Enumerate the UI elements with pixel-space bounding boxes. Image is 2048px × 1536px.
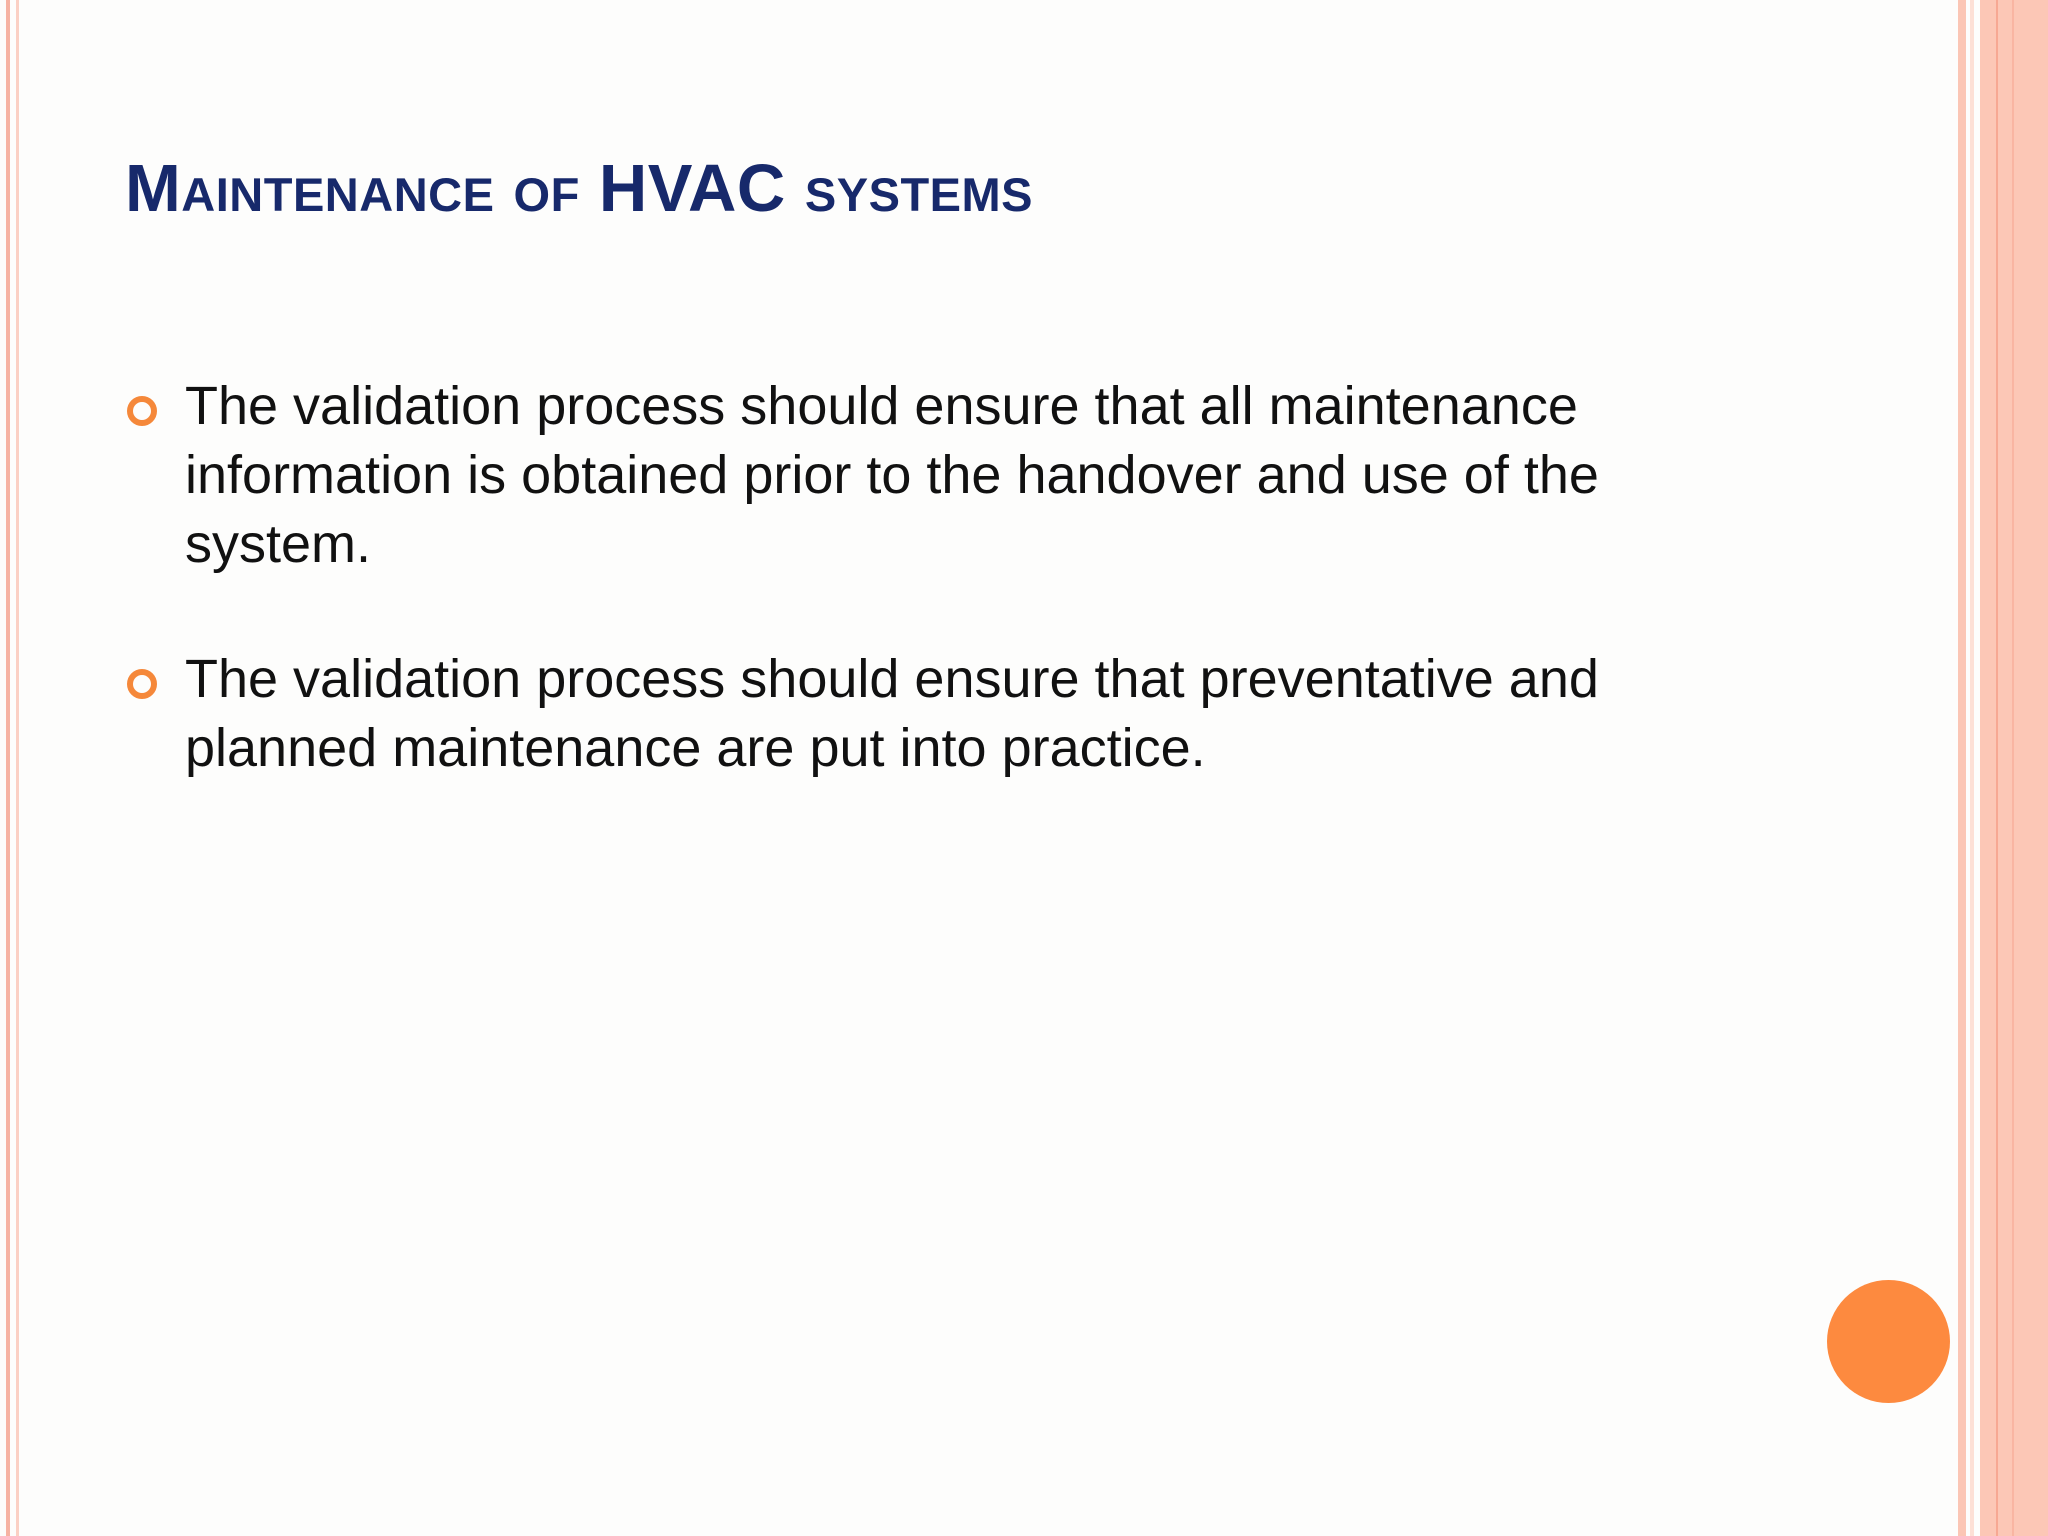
left-border-line [6,0,10,1536]
bullet-list [125,372,1725,849]
right-border-band [1980,0,2048,1536]
right-border-line [1996,0,1998,1536]
decorative-circle-icon [1827,1280,1950,1403]
hollow-circle-bullet-icon [127,396,157,426]
bullet-text: The validation process should ensure that preventative and planned maintenance are put into practice. [185,649,1599,778]
right-border-line [1958,0,1966,1536]
bullet-text: The validation process should ensure that all maintenance information is obtained prior to the handover and use of the system. [185,376,1599,574]
bullet-item [125,645,1725,783]
bullet-item [125,372,1725,579]
slide-title: Maintenance of HVAC systems [125,151,1034,226]
right-border-line [1970,0,1974,1536]
left-border-line [16,0,19,1536]
right-border-line [2012,0,2014,1536]
hollow-circle-bullet-icon [127,669,157,699]
